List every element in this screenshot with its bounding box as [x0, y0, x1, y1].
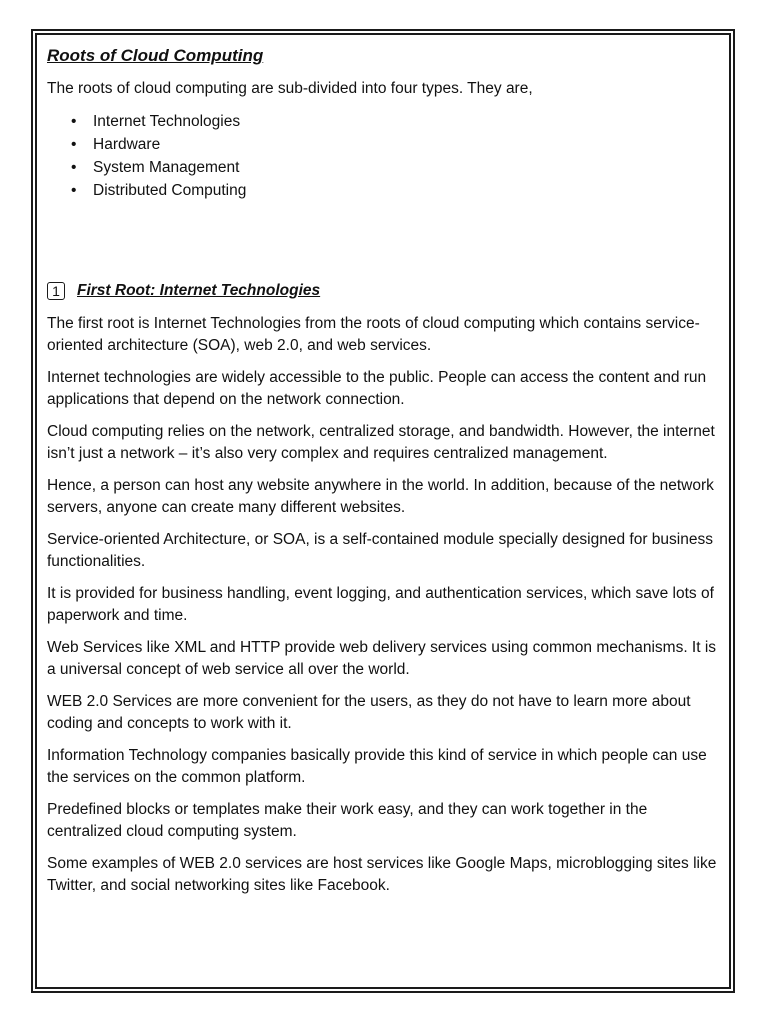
list-item: [47, 179, 725, 202]
document-title: Roots of Cloud Computing: [47, 46, 264, 65]
list-item: [47, 133, 725, 156]
paragraph: It is provided for business handling, event logging, and authentication services, which save lots of paperwork and time.: [47, 585, 714, 624]
bullet-icon: •: [71, 136, 77, 153]
document-body: [47, 44, 725, 897]
paragraph: The first root is Internet Technologies from the roots of cloud computing which contains service-oriented architecture (SOA), web 2.0, and web services.: [47, 315, 700, 354]
bullet-icon: •: [71, 159, 77, 176]
section-number-badge: 1: [47, 282, 65, 300]
paragraph: Hence, a person can host any website anywhere in the world. In addition, because of the network servers, anyone can create many different websites.: [47, 477, 714, 516]
section-title: First Root: Internet Technologies: [77, 282, 321, 299]
section-heading: [47, 280, 725, 302]
paragraph: Web Services like XML and HTTP provide web delivery services using common mechanisms. It is a universal concept of web service all over the world.: [47, 639, 717, 678]
paragraph: Some examples of WEB 2.0 services are host services like Google Maps, microblogging sites like Twitter, and social networking sites like Facebook.: [47, 855, 717, 894]
list-item-label: Hardware: [93, 136, 161, 153]
list-item: [47, 110, 725, 133]
paragraph: Predefined blocks or templates make their work easy, and they can work together in the centralized cloud computing system.: [47, 801, 648, 840]
list-item: [47, 156, 725, 179]
paragraph: WEB 2.0 Services are more convenient for the users, as they do not have to learn more about coding and concepts to work with it.: [47, 693, 691, 732]
bullet-icon: •: [71, 182, 77, 199]
list-item-label: Distributed Computing: [93, 182, 247, 199]
paragraph: Cloud computing relies on the network, centralized storage, and bandwidth. However, the internet isn’t just a network – it’s also very complex and requires centralized management.: [47, 423, 715, 462]
bullet-icon: •: [71, 113, 77, 130]
intro-text: The roots of cloud computing are sub-divided into four types. They are,: [47, 80, 533, 97]
list-item-label: Internet Technologies: [93, 113, 241, 130]
paragraph: Internet technologies are widely accessible to the public. People can access the content and run applications that depend on the network connection.: [47, 369, 707, 408]
paragraph: Information Technology companies basically provide this kind of service in which people can use the services on the common platform.: [47, 747, 707, 786]
root-types-list: [47, 110, 725, 202]
list-item-label: System Management: [93, 159, 240, 176]
section-paragraphs: [47, 313, 725, 897]
paragraph: Service-oriented Architecture, or SOA, is a self-contained module specially designed for business functionalities.: [47, 531, 713, 570]
